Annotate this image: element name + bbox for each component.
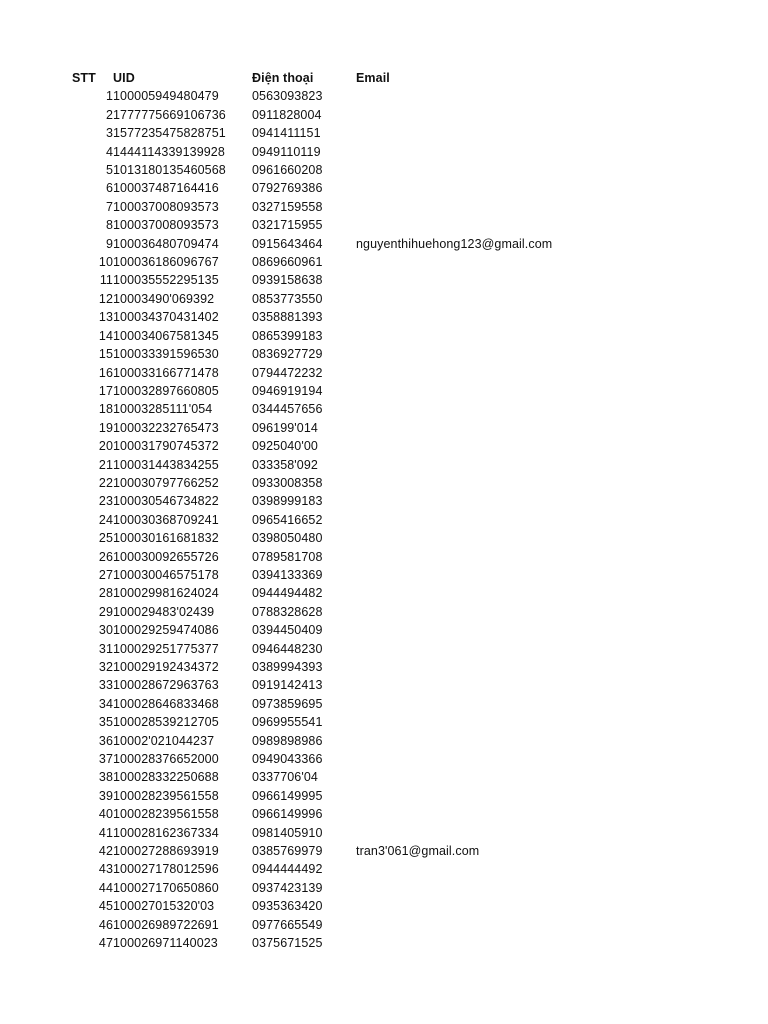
row-stt-cell: 38 (98, 770, 113, 785)
row-uid-cell: 100005949480479 (113, 89, 219, 104)
row-phone-cell: 0869660961 (252, 255, 323, 270)
row-phone-cell: 0394450409 (252, 623, 323, 638)
row-uid-cell: 100029483'02439 (113, 604, 215, 619)
header-uid: UID (113, 71, 135, 85)
row-stt-cell: 16 (98, 365, 113, 380)
row-uid-cell: 100037008093573 (113, 218, 219, 233)
table-row (72, 143, 616, 161)
table-row (72, 584, 616, 602)
row-phone-cell: 0966149996 (252, 807, 323, 822)
table-row (72, 640, 616, 658)
row-email-cell (356, 124, 616, 142)
row-phone-cell: 0933008358 (252, 475, 323, 490)
row-email-cell (356, 290, 616, 308)
row-email-cell (356, 437, 616, 455)
row-phone-cell: 0949110119 (252, 144, 321, 159)
row-stt-cell: 10 (98, 255, 113, 270)
row-phone-cell: 0788328628 (252, 604, 323, 619)
table-row (72, 768, 616, 786)
row-uid-cell: 100032897660805 (113, 383, 219, 398)
row-phone-cell: 0836927729 (252, 347, 323, 362)
row-stt-cell: 24 (98, 512, 113, 527)
table-row (72, 179, 616, 197)
row-email-cell (356, 916, 616, 934)
row-phone-cell: 0327159558 (252, 199, 323, 214)
row-phone-cell: 0915643464 (252, 236, 323, 251)
table-row (72, 548, 616, 566)
row-uid-cell: 100030546734822 (113, 494, 219, 509)
row-stt-cell: 18 (98, 402, 113, 417)
row-stt-cell: 37 (98, 752, 113, 767)
table-row (72, 566, 616, 584)
row-uid-cell: 10003490'069392 (113, 291, 215, 306)
table-row (72, 327, 616, 345)
row-email-cell (356, 584, 616, 602)
row-uid-cell: 1444114339139928 (113, 144, 225, 159)
table-row (72, 235, 616, 253)
row-email-cell (356, 805, 616, 823)
row-uid-cell: 100033166771478 (113, 365, 219, 380)
contact-table (72, 69, 616, 953)
row-email-cell (356, 824, 616, 842)
row-email-cell: nguyenthihuehong123@gmail.com (356, 236, 553, 251)
row-email-cell (356, 566, 616, 584)
row-phone-cell: 0981405910 (252, 825, 323, 840)
table-row (72, 345, 616, 363)
row-uid-cell: 100026989722691 (113, 917, 219, 932)
row-email-cell (356, 87, 616, 105)
row-email-cell (356, 492, 616, 510)
row-stt-cell: 13 (98, 310, 113, 325)
row-stt-cell: 36 (98, 733, 113, 748)
row-uid-cell: 100028239561558 (113, 788, 219, 803)
row-stt-cell: 12 (98, 291, 113, 306)
row-stt-cell: 28 (98, 586, 113, 601)
row-phone-cell: 0792769386 (252, 181, 323, 196)
row-stt-cell: 21 (98, 457, 113, 472)
row-stt-cell: 26 (98, 549, 113, 564)
row-phone-cell: 0919142413 (252, 678, 323, 693)
row-stt-cell: 29 (98, 604, 113, 619)
row-stt-cell: 35 (98, 715, 113, 730)
row-phone-cell: 0563093823 (252, 89, 323, 104)
table-row (72, 713, 616, 731)
row-phone-cell: 0941411151 (252, 126, 321, 141)
row-uid-cell: 100034067581345 (113, 328, 219, 343)
row-phone-cell: 0935363420 (252, 899, 323, 914)
table-row (72, 87, 616, 105)
table-row (72, 897, 616, 915)
row-stt-cell: 19 (98, 420, 113, 435)
row-stt-cell: 32 (98, 660, 113, 674)
row-uid-cell: 10002'021044237 (113, 733, 215, 748)
row-stt-cell: 2 (105, 107, 113, 122)
table-row (72, 382, 616, 400)
row-uid-cell: 100029981624024 (113, 586, 219, 601)
row-email-cell (356, 216, 616, 234)
row-stt-cell: 43 (98, 862, 113, 877)
row-email-cell (356, 456, 616, 474)
row-uid-cell: 100031790745372 (113, 439, 219, 454)
row-stt-cell: 47 (98, 936, 113, 951)
table-row (72, 456, 616, 474)
row-email-cell (356, 640, 616, 658)
table-row (72, 124, 616, 142)
row-email-cell (356, 603, 616, 621)
row-stt-cell: 8 (105, 218, 113, 233)
row-email-cell (356, 364, 616, 382)
row-phone-cell: 0394133369 (252, 567, 323, 582)
row-phone-cell: 0969955541 (252, 715, 323, 730)
row-uid-cell: 100031443834255 (113, 457, 219, 472)
table-row (72, 805, 616, 823)
row-email-cell (356, 253, 616, 271)
table-row (72, 216, 616, 234)
row-uid-cell: 1013180135460568 (113, 163, 226, 178)
row-uid-cell: 100037487164416 (113, 181, 219, 196)
header-email: Email (356, 71, 390, 85)
row-uid-cell: 100036186096767 (113, 255, 219, 270)
row-stt-cell: 3 (105, 126, 113, 141)
row-uid-cell: 100030092655726 (113, 549, 219, 564)
table-row (72, 364, 616, 382)
row-uid-cell: 100028646833468 (113, 696, 219, 711)
row-email-cell (356, 345, 616, 363)
row-uid-cell: 100029192434372 (113, 660, 219, 674)
row-stt-cell: 15 (98, 347, 113, 362)
row-phone-cell: 0946919194 (252, 383, 323, 398)
row-email-cell (356, 161, 616, 179)
row-email-cell (356, 732, 616, 750)
table-row (72, 879, 616, 897)
row-phone-cell: 0977665549 (252, 917, 323, 932)
table-row (72, 676, 616, 694)
header-phone: Điện thoại (252, 71, 314, 85)
row-phone-cell: 0989898986 (252, 733, 323, 748)
row-email-cell (356, 198, 616, 216)
row-uid-cell: 100027288693919 (113, 844, 219, 859)
row-uid-cell: 100029259474086 (113, 623, 219, 638)
table-row (72, 106, 616, 124)
row-email-cell (356, 474, 616, 492)
row-stt-cell: 41 (98, 825, 113, 840)
row-phone-cell: 0321715955 (252, 218, 323, 233)
row-email-cell (356, 529, 616, 547)
row-stt-cell: 45 (98, 899, 113, 914)
table-row (72, 492, 616, 510)
row-email-cell (356, 934, 616, 952)
row-stt-cell: 42 (98, 844, 113, 859)
table-row (72, 916, 616, 934)
row-phone-cell: 0865399183 (252, 328, 323, 343)
header-stt: STT (72, 71, 96, 85)
row-uid-cell: 100028539212705 (113, 715, 219, 730)
table-row (72, 437, 616, 455)
row-email-cell (356, 106, 616, 124)
row-stt-cell: 34 (98, 696, 113, 711)
row-email-cell (356, 621, 616, 639)
row-phone-cell: 0925040'00 (252, 439, 318, 454)
row-email-cell (356, 897, 616, 915)
row-stt-cell: 6 (105, 181, 113, 196)
row-phone-cell: 0853773550 (252, 291, 323, 306)
table-row (72, 603, 616, 621)
row-email-cell (356, 658, 616, 676)
row-uid-cell: 100030046575178 (113, 567, 219, 582)
table-row (72, 474, 616, 492)
row-stt-cell: 11 (99, 273, 113, 288)
row-email-cell (356, 548, 616, 566)
row-stt-cell: 30 (98, 623, 113, 638)
row-uid-cell: 100027178012596 (113, 862, 219, 877)
table-row (72, 934, 616, 952)
row-uid-cell: 100035552295135 (113, 273, 219, 288)
row-phone-cell: 0937423139 (252, 880, 323, 895)
row-phone-cell: 0966149995 (252, 788, 323, 803)
row-phone-cell: 0949043366 (252, 752, 323, 767)
row-phone-cell: 0911828004 (252, 107, 322, 122)
row-phone-cell: 0389994393 (252, 660, 323, 674)
table-row (72, 842, 616, 860)
table-row (72, 529, 616, 547)
row-email-cell (356, 879, 616, 897)
row-uid-cell: 100036480709474 (113, 236, 219, 251)
table-row (72, 253, 616, 271)
header-row (72, 69, 616, 87)
row-phone-cell: 096199'014 (252, 420, 318, 435)
row-uid-cell: 1777775669106736 (113, 107, 226, 122)
row-phone-cell: 0375671525 (252, 936, 323, 951)
table-row (72, 824, 616, 842)
row-uid-cell: 100033391596530 (113, 347, 219, 362)
row-stt-cell: 22 (98, 475, 113, 490)
table-row (72, 860, 616, 878)
table-row (72, 658, 616, 676)
row-uid-cell: 10003285111'054 (113, 402, 213, 417)
row-email-cell (356, 400, 616, 418)
table-row (72, 198, 616, 216)
row-uid-cell: 100034370431402 (113, 310, 219, 325)
row-uid-cell: 100028672963763 (113, 678, 219, 693)
row-uid-cell: 100028376652000 (113, 752, 219, 767)
row-phone-cell: 0344457656 (252, 402, 323, 417)
row-stt-cell: 46 (98, 917, 113, 932)
row-stt-cell: 7 (105, 199, 113, 214)
row-email-cell (356, 271, 616, 289)
table-row (72, 621, 616, 639)
row-stt-cell: 4 (105, 144, 113, 159)
table-row (72, 290, 616, 308)
row-stt-cell: 20 (98, 439, 113, 454)
table-row (72, 695, 616, 713)
row-phone-cell: 0794472232 (252, 365, 323, 380)
row-email-cell (356, 713, 616, 731)
row-phone-cell: 0337706'04 (252, 770, 318, 785)
row-phone-cell: 0358881393 (252, 310, 323, 325)
row-uid-cell: 1577235475828751 (113, 126, 226, 141)
row-uid-cell: 100028239561558 (113, 807, 219, 822)
row-uid-cell: 100027015320'03 (113, 899, 215, 914)
row-phone-cell: 0944494482 (252, 586, 323, 601)
row-uid-cell: 100027170650860 (113, 880, 219, 895)
table-row (72, 400, 616, 418)
table-row (72, 750, 616, 768)
table-row (72, 732, 616, 750)
row-email-cell (356, 419, 616, 437)
row-stt-cell: 17 (98, 383, 113, 398)
row-stt-cell: 23 (98, 494, 113, 509)
row-email-cell (356, 179, 616, 197)
table-row (72, 511, 616, 529)
table-row (72, 161, 616, 179)
table-row (72, 271, 616, 289)
row-email-cell (356, 308, 616, 326)
row-email-cell (356, 511, 616, 529)
row-phone-cell: 0961660208 (252, 163, 323, 178)
table-body (72, 87, 616, 952)
row-uid-cell: 100028332250688 (113, 770, 219, 785)
row-stt-cell: 25 (98, 531, 113, 546)
row-uid-cell: 100030368709241 (113, 512, 219, 527)
row-email-cell (356, 676, 616, 694)
row-email-cell (356, 750, 616, 768)
row-stt-cell: 1 (105, 89, 113, 104)
row-phone-cell: 0939158638 (252, 273, 323, 288)
row-phone-cell: 0944444492 (252, 862, 323, 877)
row-uid-cell: 100032232765473 (113, 420, 219, 435)
row-stt-cell: 9 (105, 236, 113, 251)
row-email-cell (356, 860, 616, 878)
row-phone-cell: 0973859695 (252, 696, 323, 711)
row-stt-cell: 14 (98, 328, 113, 343)
row-phone-cell: 0965416652 (252, 512, 323, 527)
row-phone-cell: 033358'092 (252, 457, 318, 472)
row-email-cell (356, 768, 616, 786)
row-uid-cell: 100030161681832 (113, 531, 219, 546)
row-email-cell: tran3'061@gmail.com (356, 844, 480, 859)
row-phone-cell: 0385769979 (252, 844, 323, 859)
row-email-cell (356, 695, 616, 713)
row-uid-cell: 100026971140023 (113, 936, 218, 951)
row-stt-cell: 27 (98, 567, 113, 582)
row-stt-cell: 31 (98, 641, 113, 656)
row-stt-cell: 40 (98, 807, 113, 822)
row-email-cell (356, 143, 616, 161)
row-uid-cell: 100028162367334 (113, 825, 219, 840)
table-row (72, 419, 616, 437)
row-stt-cell: 39 (98, 788, 113, 803)
row-uid-cell: 100037008093573 (113, 199, 219, 214)
row-phone-cell: 0789581708 (252, 549, 323, 564)
row-uid-cell: 100029251775377 (113, 641, 219, 656)
row-stt-cell: 33 (98, 678, 113, 693)
row-stt-cell: 44 (98, 880, 113, 895)
row-phone-cell: 0398050480 (252, 531, 323, 546)
row-email-cell (356, 327, 616, 345)
table-row (72, 787, 616, 805)
table-row (72, 308, 616, 326)
row-uid-cell: 100030797766252 (113, 475, 219, 490)
row-email-cell (356, 382, 616, 400)
row-email-cell (356, 787, 616, 805)
row-stt-cell: 5 (105, 163, 113, 178)
row-phone-cell: 0946448230 (252, 641, 323, 656)
row-phone-cell: 0398999183 (252, 494, 323, 509)
